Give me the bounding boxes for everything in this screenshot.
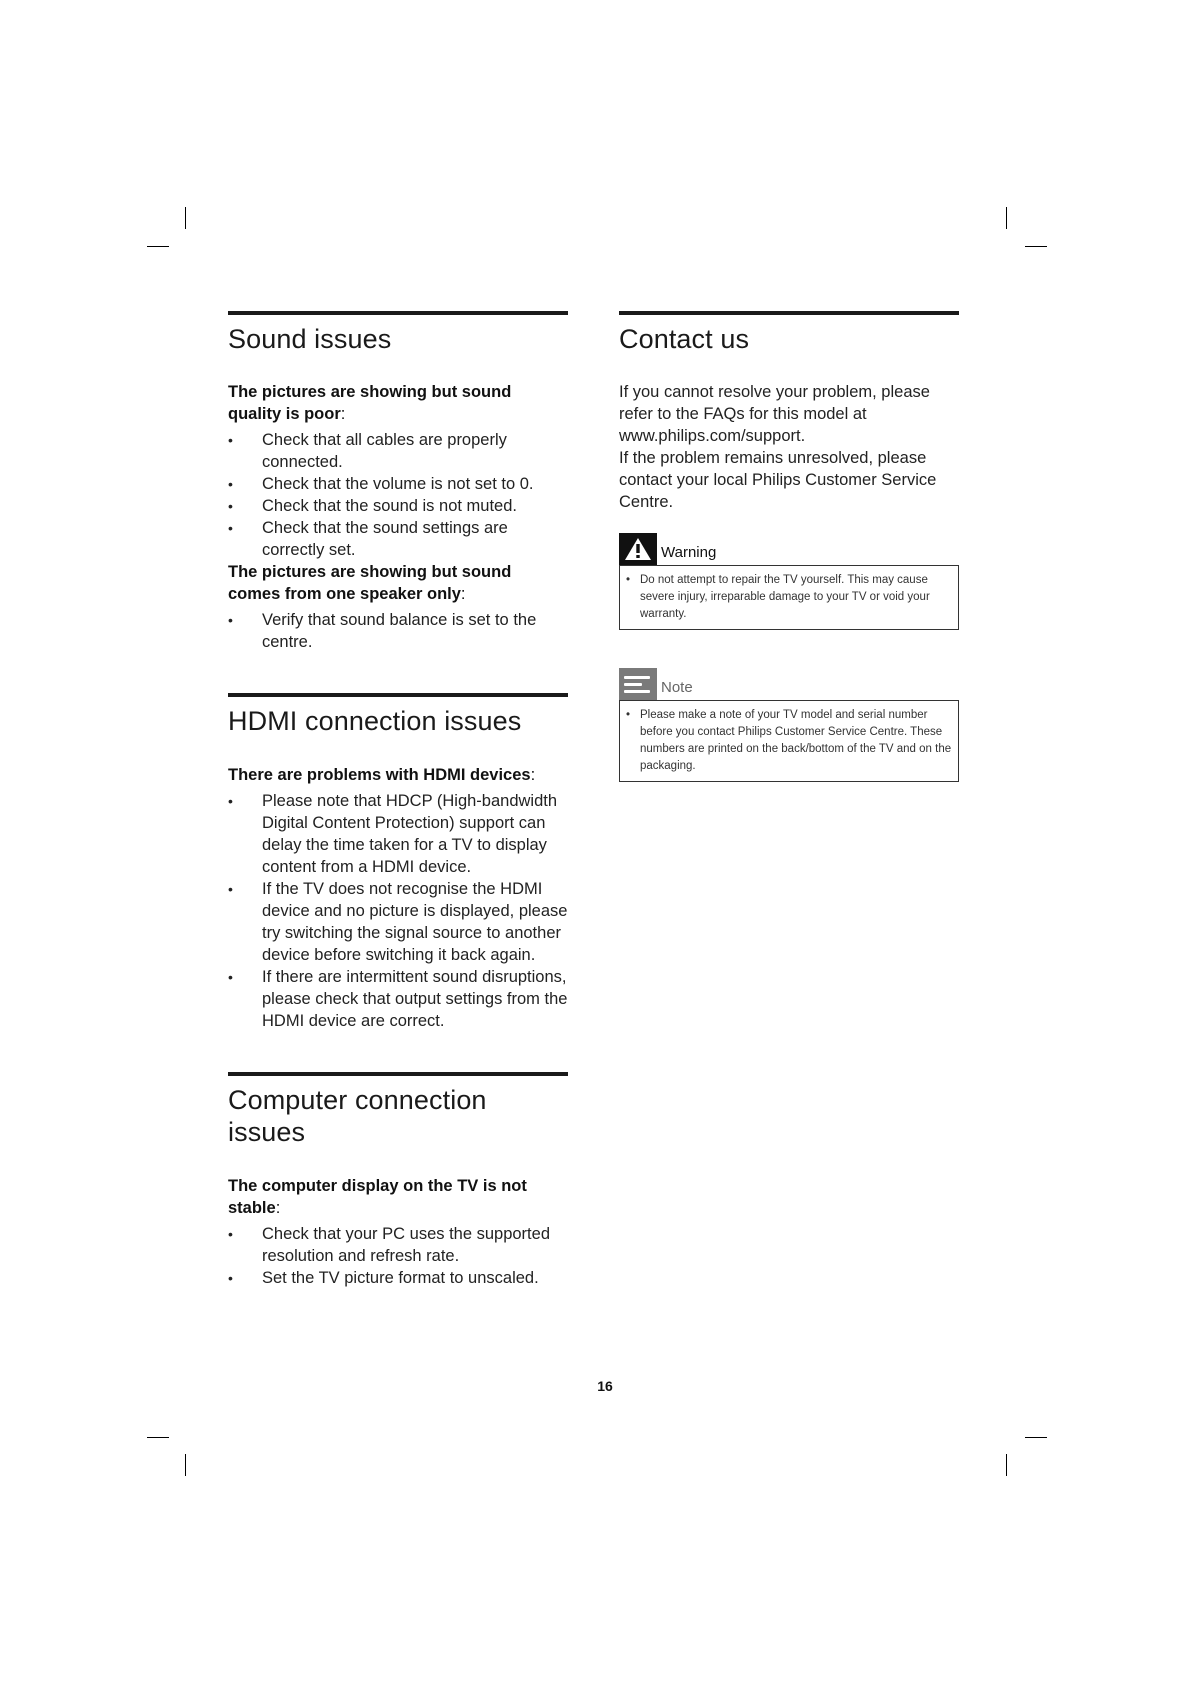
hdmi-issues-section	[228, 693, 568, 1031]
bullet-list	[228, 429, 568, 561]
callout-box	[619, 565, 959, 630]
computer-issues-section	[228, 1072, 568, 1289]
section-rule	[228, 311, 568, 315]
section-rule	[228, 1072, 568, 1076]
callout-label: Warning	[661, 544, 717, 562]
bullet-list	[228, 1223, 568, 1289]
left-column	[228, 311, 568, 1329]
section-title: Computer connection issues	[228, 1084, 487, 1148]
callout-box	[619, 700, 959, 782]
note-callout	[619, 668, 959, 782]
callout-header	[619, 668, 959, 700]
problem-heading: The pictures are showing but sound quality is poor:	[228, 383, 512, 424]
right-column	[619, 311, 959, 822]
section-title: Contact us	[619, 324, 750, 354]
callout-text: • Please make a note of your TV model and serial number before you contact Philips Customer Service Centre. These numbers are printed on the back/bottom of the TV and on the packaging.	[640, 707, 952, 775]
list-item: • Please note that HDCP (High-bandwidth Digital Content Protection) support can delay the time taken for a TV to display content from a HDMI device.	[228, 790, 568, 878]
page-number: 16	[597, 1378, 613, 1394]
crop-mark	[185, 207, 186, 229]
note-lines-icon	[619, 668, 657, 700]
contact-paragraph: If you cannot resolve your problem, please refer to the FAQs for this model at www.philips.com/support.	[619, 383, 930, 446]
problem-heading: The computer display on the TV is not stable:	[228, 1176, 527, 1217]
contact-us-section	[619, 311, 959, 782]
crop-mark	[1006, 1454, 1007, 1476]
crop-mark	[1025, 246, 1047, 247]
warning-callout	[619, 533, 959, 630]
section-title: HDMI connection issues	[228, 706, 522, 737]
warning-triangle-icon	[619, 533, 657, 565]
bullet-list	[228, 609, 568, 653]
callout-header	[619, 533, 959, 565]
section-rule	[228, 693, 568, 697]
list-item: • Check that the sound settings are correctly set.	[228, 517, 568, 561]
section-title: Sound issues	[228, 324, 392, 354]
list-item: • Set the TV picture format to unscaled.	[228, 1267, 568, 1289]
problem-heading: There are problems with HDMI devices:	[228, 765, 536, 784]
contact-paragraph: If the problem remains unresolved, please contact your local Philips Customer Service Centre.	[619, 449, 937, 512]
crop-mark	[147, 246, 169, 247]
bullet-list	[228, 790, 568, 1032]
list-item: • If there are intermittent sound disruptions, please check that output settings from the HDMI device are correct.	[228, 966, 568, 1032]
problem-heading: The pictures are showing but sound comes from one speaker only:	[228, 563, 512, 604]
callout-label: Note	[661, 679, 693, 697]
list-item: • Check that all cables are properly connected.	[228, 429, 568, 473]
section-rule	[619, 311, 959, 315]
crop-mark	[147, 1437, 169, 1438]
list-item: • Check that the volume is not set to 0.	[228, 473, 568, 495]
list-item: • Check that the sound is not muted.	[228, 495, 568, 517]
crop-mark	[1006, 207, 1007, 229]
list-item: • Check that your PC uses the supported resolution and refresh rate.	[228, 1223, 568, 1267]
sound-issues-section	[228, 311, 568, 653]
list-item: • If the TV does not recognise the HDMI device and no picture is displayed, please try switching the signal source to another device before switching it back again.	[228, 878, 568, 966]
callout-text: • Do not attempt to repair the TV yourself. This may cause severe injury, irreparable damage to your TV or void your warranty.	[640, 572, 952, 623]
crop-mark	[1025, 1437, 1047, 1438]
crop-mark	[185, 1454, 186, 1476]
list-item: • Verify that sound balance is set to the centre.	[228, 609, 568, 653]
